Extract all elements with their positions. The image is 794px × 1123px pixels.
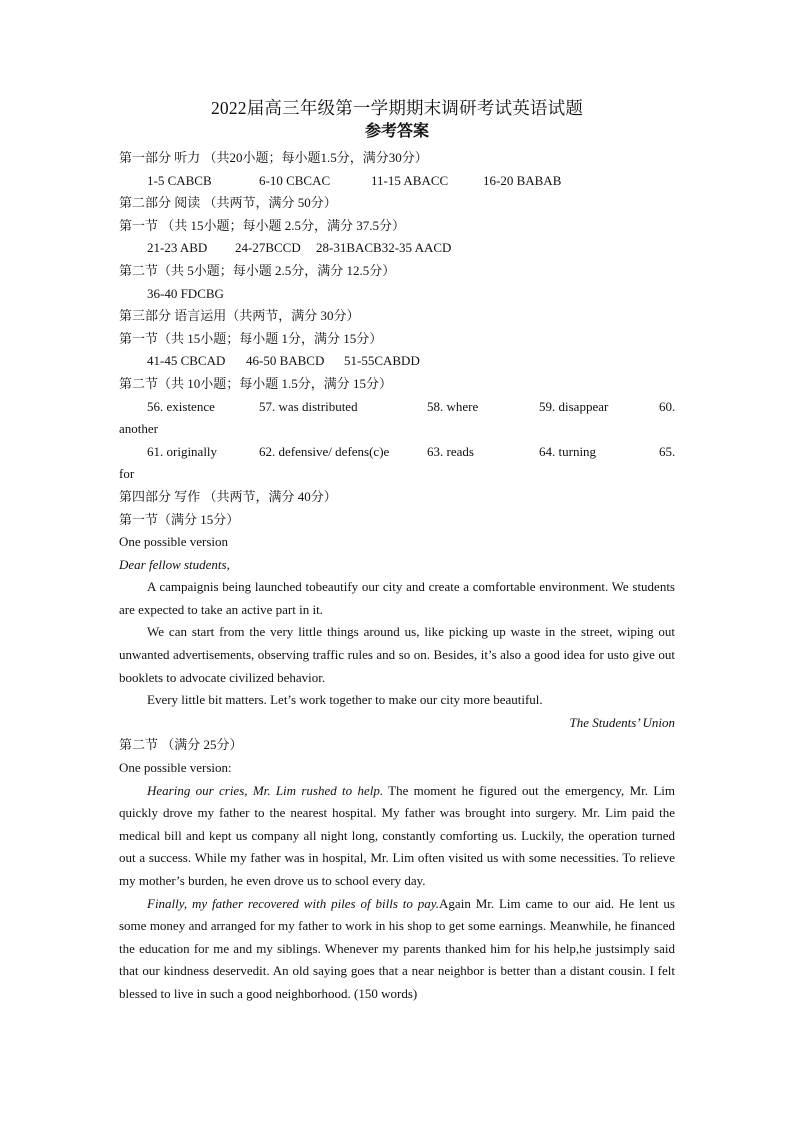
essay-paragraph: Every little bit matters. Let’s work together to make our city more beautiful. [147, 692, 543, 708]
answer-group: 46-50 BABCD [246, 353, 325, 369]
answer-group: 36-40 FDCBG [147, 285, 224, 301]
part3-section1-answers [119, 350, 675, 373]
answer-group: 11-15 ABACC [371, 172, 449, 188]
part2-heading: 第二部分 阅读 （共两节，满分 50分） [119, 195, 337, 211]
fill-answer: 58. where [427, 398, 479, 414]
essay-paragraph [119, 893, 675, 1006]
fill-answer: 61. originally [147, 443, 218, 459]
fill-answer: 56. existence [147, 398, 215, 414]
part3-section2-heading: 第二节（共 10小题；每小题 1.5分，满分 15分） [119, 375, 393, 391]
part2-section2-heading: 第二节（共 5小题；每小题 2.5分，满分 12.5分） [119, 262, 396, 278]
part3-heading: 第三部分 语言运用（共两节，满分 30分） [119, 308, 360, 324]
answer-group: 16-20 BABAB [483, 172, 562, 188]
version-label: One possible version [119, 534, 229, 550]
part4-section1-heading: 第一节（满分 15分） [119, 511, 240, 527]
answer-group: 51-55CABDD [344, 353, 420, 369]
answer-group: 6-10 CBCAC [259, 172, 331, 188]
paragraph-body: Again Mr. Lim came to our aid. He lent us some money and arranged for my father to work in his shop to get some earnings. Meanwhile, he financed the education for me and my siblings. Whenever my parents thanked him for his help,he justsimply said that our kindness deservedit. An old saying goes that a near neighbor is better than a distant cousin. I felt blessed to live in such a good neighborhood. (150 words) [119, 895, 675, 1001]
document-title: 2022届高三年级第一学期期末调研考试英语试题 [210, 98, 584, 118]
answer-group: 28-31BACB32-35 AACD [316, 240, 452, 256]
fill-answer: 65. [659, 443, 676, 459]
answer-key-document [119, 96, 675, 1006]
essay-paragraph: We can start from the very little things around us, like picking up waste in the street, wiping out unwanted advertisements, observing traffic rules and so on. Besides, it’s also a good idea for usto give out booklets to advocate civilized behavior. [119, 624, 675, 685]
fill-answer-wrap: for [119, 466, 135, 482]
answer-group: 24-27BCCD [235, 240, 301, 256]
fill-answer: 63. reads [427, 443, 474, 459]
answer-group: 21-23 ABD [147, 240, 208, 256]
part1-heading: 第一部分 听力 （共20小题；每小题1.5分，满分30分） [119, 150, 428, 165]
fill-in-row [119, 396, 675, 419]
essay-paragraph: A campaignis being launched tobeautify our city and create a comfortable environment. We students are expected to take an active part in it. [119, 579, 675, 617]
letter-signature: The Students’ Union [569, 714, 675, 730]
fill-answer: 60. [659, 398, 676, 414]
fill-answer: 59. disappear [539, 398, 609, 414]
paragraph-lead-sentence: Hearing our cries, Mr. Lim rushed to help. [147, 782, 384, 798]
part1-answers [119, 170, 675, 193]
answer-group: 41-45 CBCAD [147, 353, 226, 369]
document-subtitle: 参考答案 [364, 123, 429, 140]
fill-answer: 64. turning [539, 443, 597, 459]
fill-in-row [119, 441, 675, 464]
letter-greeting: Dear fellow students, [119, 556, 230, 572]
answer-group: 1-5 CABCB [147, 172, 212, 188]
fill-answer: 62. defensive/ defens(c)e [259, 443, 390, 459]
essay-paragraph [119, 780, 675, 893]
part3-section1-heading: 第一节（共 15小题；每小题 1分，满分 15分） [119, 330, 383, 346]
fill-answer-wrap: another [119, 421, 158, 437]
part4-section2-heading: 第二节 （满分 25分） [119, 737, 243, 753]
paragraph-lead-sentence: Finally, my father recovered with piles of bills to pay. [147, 895, 440, 911]
part2-section2-answers [119, 283, 675, 306]
part4-heading: 第四部分 写作 （共两节，满分 40分） [119, 488, 337, 504]
paragraph-body: The moment he figured out the emergency, Mr. Lim quickly drove my father to the nearest hospital. My father was brought into surgery. Mr. Lim paid the medical bill and kept us company all night long, constantly comforting us. Luckily, the operation turned out a success. While my father was in hospital, Mr. Lim often visited us with some necessities. To relieve my mother’s burden, he even drove us to school every day. [119, 782, 675, 888]
version-label: One possible version: [119, 760, 232, 776]
part2-section1-heading: 第一节 （共 15小题；每小题 2.5分，满分 37.5分） [119, 217, 406, 233]
part2-section1-answers [119, 237, 675, 260]
fill-answer: 57. was distributed [259, 398, 358, 414]
